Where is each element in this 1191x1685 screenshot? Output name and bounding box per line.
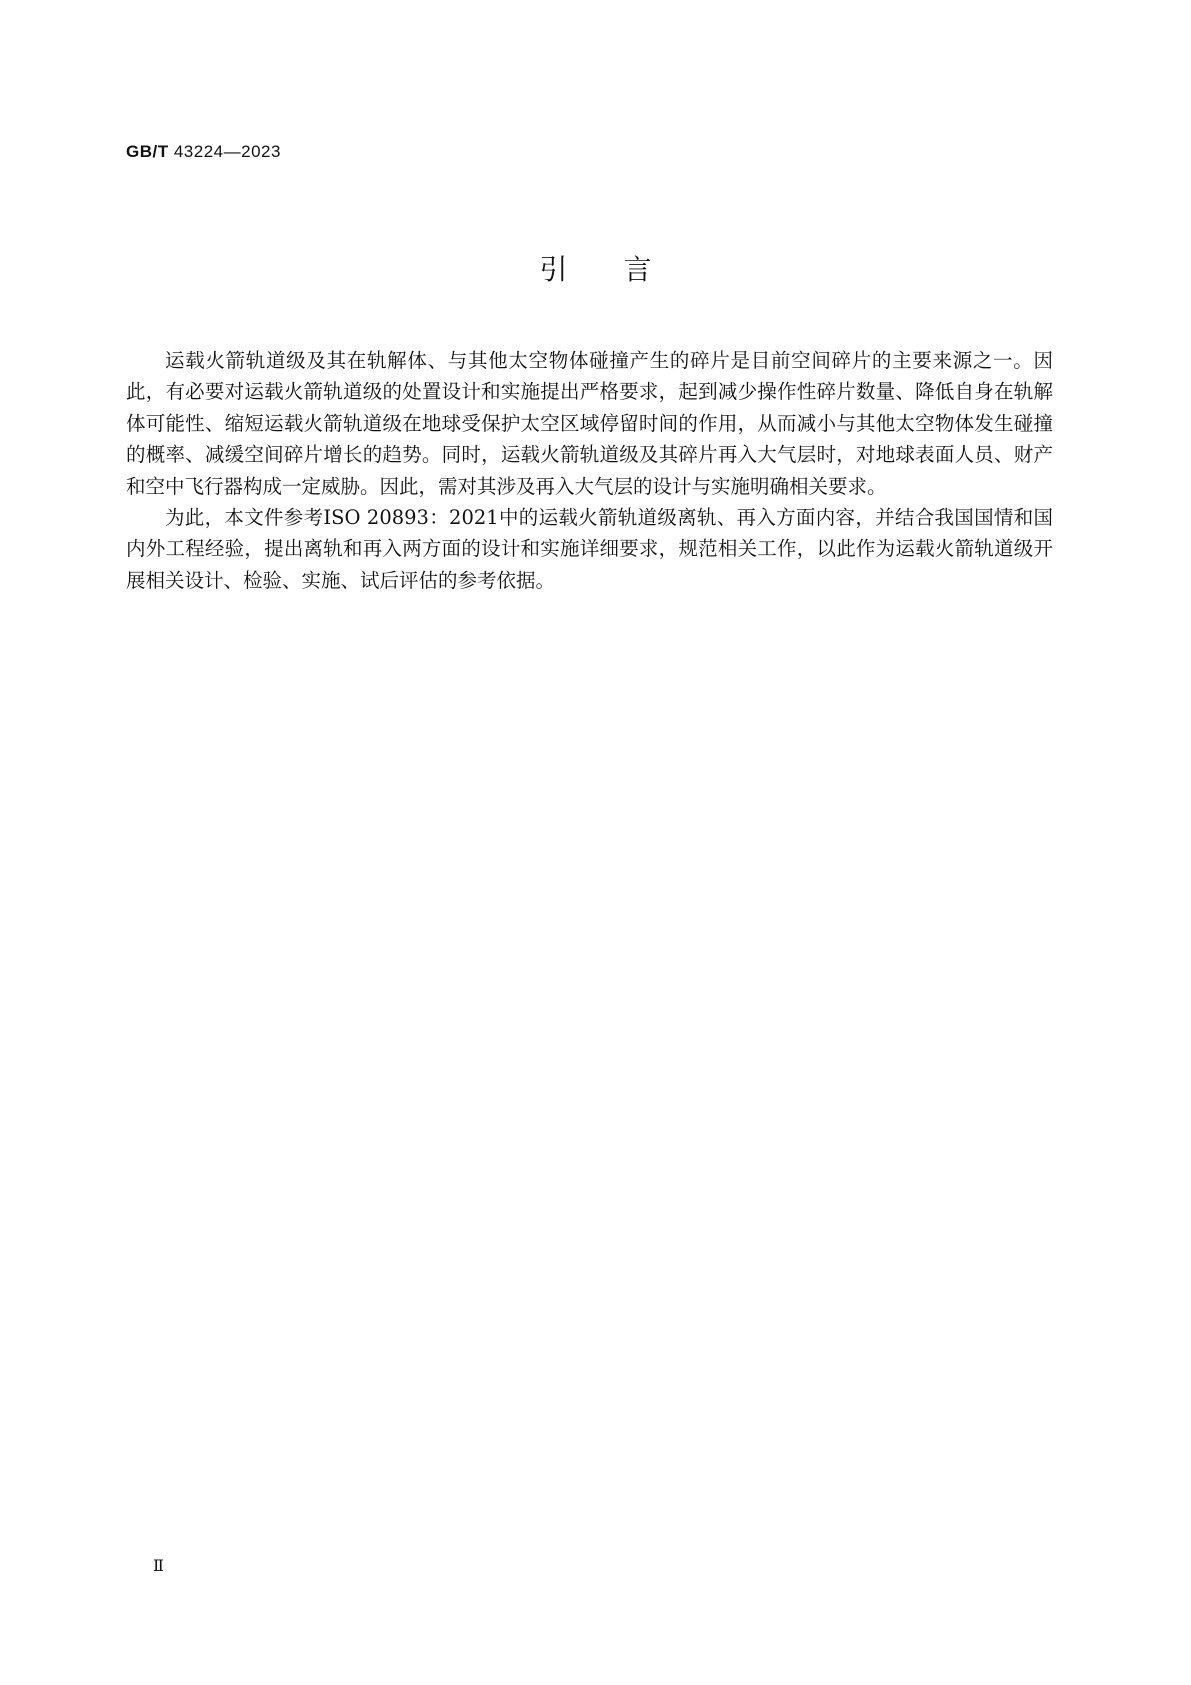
paragraph: 为此，本文件参考ISO 20893：2021中的运载火箭轨道级离轨、再入方面内容，并结合我国国情和国内外工程经验，提出离轨和再入两方面的设计和实施详细要求，规范相关工作，以此作为运载火箭轨道级开展相关设计、检验、实施、试后评估的参考依据。 [126, 506, 1053, 592]
standard-prefix: GB/T [126, 142, 169, 161]
section-title: 引言 [539, 253, 708, 286]
page-number: Ⅱ [153, 1556, 164, 1575]
introduction-body [126, 345, 1053, 596]
standard-code [126, 142, 281, 162]
standard-number: 43224—2023 [173, 142, 281, 161]
paragraph: 运载火箭轨道级及其在轨解体、与其他太空物体碰撞产生的碎片是目前空间碎片的主要来源之一。因此，有必要对运载火箭轨道级的处置设计和实施提出严格要求，起到减少操作性碎片数量、降低自身在轨解体可能性、缩短运载火箭轨道级在地球受保护太空区域停留时间的作用，从而减小与其他太空物体发生碰撞的概率、减缓空间碎片增长的趋势。同时，运载火箭轨道级及其碎片再入大气层时，对地球表面人员、财产和空中飞行器构成一定威胁。因此，需对其涉及再入大气层的设计与实施明确相关要求。 [126, 349, 1053, 498]
